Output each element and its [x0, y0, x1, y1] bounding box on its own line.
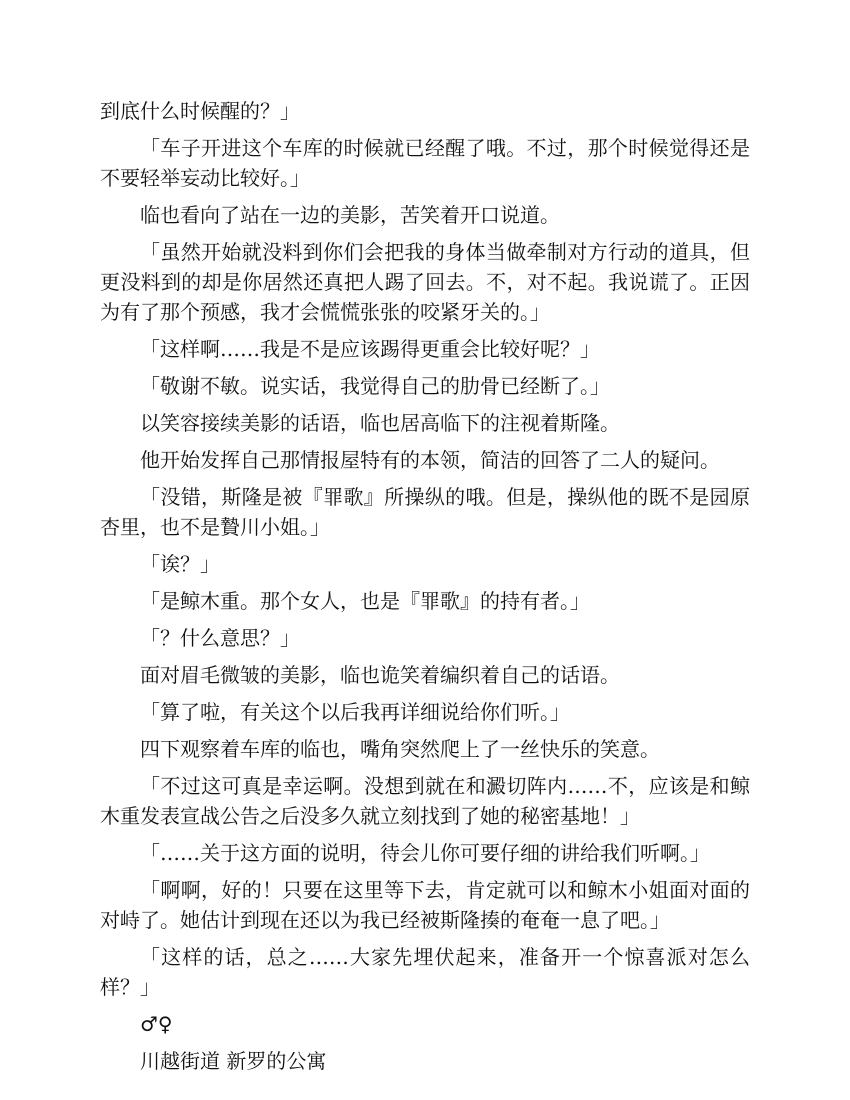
scene-break-symbol: ♂♀ [140, 1012, 173, 1036]
scene-heading: 川越街道 新罗的公寓 [140, 1049, 327, 1073]
paragraph: 「？什么意思？」 [140, 626, 300, 650]
paragraph: 到底什么时候醒的？」 [100, 99, 300, 123]
paragraph: 「啊啊，好的！只要在这里等下去，肯定就可以和鲸木小姐面对面的对峙了。她估计到现在还以为我已经被斯隆揍的奄奄一息了吧。」 [100, 878, 750, 932]
paragraph: 「……关于这方面的说明，待会儿你可要仔细的讲给我们听啊。」 [140, 841, 710, 865]
paragraph: 「是鲸木重。那个女人，也是『罪歌』的持有者。」 [140, 589, 590, 613]
paragraph: 「车子开进这个车库的时候就已经醒了哦。不过，那个时候觉得还是不要轻举妄动比较好。」 [100, 136, 750, 190]
paragraph: 他开始发挥自己那情报屋特有的本领，简洁的回答了二人的疑问。 [140, 448, 720, 472]
paragraph: 「不过这可真是幸运啊。没想到就在和澱切阵内……不，应该是和鲸木重发表宣战公告之后没多久就立刻找到了她的秘密基地！」 [100, 774, 750, 828]
paragraph: 面对眉毛微皱的美影，临也诡笑着编织着自己的话语。 [140, 663, 620, 687]
paragraph: 以笑容接续美影的话语，临也居高临下的注视着斯隆。 [140, 411, 620, 435]
paragraph: 「算了啦，有关这个以后我再详细说给你们听。」 [140, 700, 570, 724]
paragraph: 四下观察着车库的临也，嘴角突然爬上了一丝快乐的笑意。 [140, 737, 660, 761]
paragraph: 「这样啊……我是不是应该踢得更重会比较好呢？」 [140, 337, 600, 361]
paragraph: 「这样的话，总之……大家先埋伏起来，准备开一个惊喜派对怎么样？」 [100, 945, 750, 999]
paragraph: 「虽然开始就没料到你们会把我的身体当做牵制对方行动的道具，但更没料到的却是你居然还真把人踢了回去。不，对不起。我说谎了。正因为有了那个预感，我才会慌慌张张的咬紧牙关的。」 [100, 240, 750, 324]
paragraph: 「诶？」 [140, 552, 220, 576]
paragraph: 「敬谢不敏。说实话，我觉得自己的肋骨已经断了。」 [140, 374, 610, 398]
document-page [100, 96, 750, 1083]
paragraph: 「没错，斯隆是被『罪歌』所操纵的哦。但是，操纵他的既不是园原杏里，也不是贄川小姐。」 [100, 485, 750, 539]
paragraph: 临也看向了站在一边的美影，苦笑着开口说道。 [140, 203, 560, 227]
